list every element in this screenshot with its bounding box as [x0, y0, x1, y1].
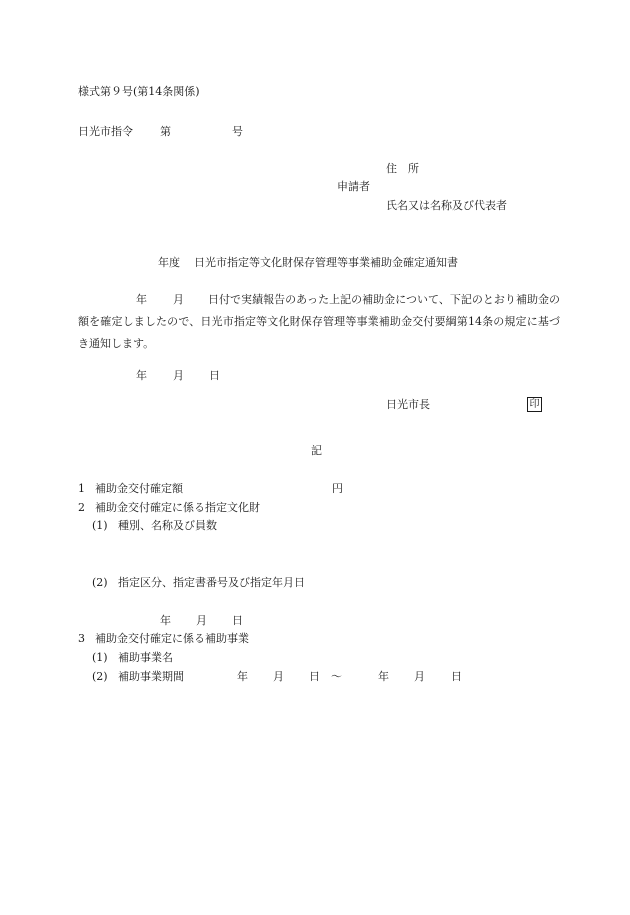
item1-number: 1	[78, 482, 85, 495]
date-day: 日	[209, 369, 220, 382]
period-start-day: 日	[309, 670, 320, 683]
address-label: 住 所	[386, 162, 419, 175]
item3-sub2-number: (2)	[92, 670, 108, 683]
period-end-month: 月	[414, 670, 425, 683]
item2-date-day: 日	[232, 614, 243, 627]
period-tilde: ～	[331, 670, 342, 683]
ki-heading: 記	[311, 444, 322, 457]
period-end-year: 年	[378, 670, 389, 683]
item2-sub2-number: (2)	[92, 576, 108, 589]
body-year: 年	[136, 293, 147, 306]
date-month: 月	[173, 369, 184, 382]
item2-sub1-label: 種別、名称及び員数	[118, 519, 217, 532]
item3-sub2-label: 補助事業期間	[118, 670, 184, 683]
period-start-year: 年	[237, 670, 248, 683]
item2-label: 補助金交付確定に係る指定文化財	[95, 501, 260, 514]
body-text: 日付で実績報告のあった上記の補助金について、下記のとおり補助金の額を確定しましたので、日光市指定等文化財保存管理等事業補助金交付要綱第14条の規定に基づき通知します。	[78, 293, 560, 350]
document-title: 日光市指定等文化財保存管理等事業補助金確定通知書	[194, 256, 458, 269]
reference-dai: 第	[160, 125, 171, 138]
reference-prefix: 日光市指令	[78, 125, 133, 138]
reference-go: 号	[232, 125, 243, 138]
period-end-day: 日	[451, 670, 462, 683]
item1-unit: 円	[332, 482, 343, 495]
seal-mark: 印	[527, 397, 542, 412]
title-nendo: 年度	[158, 256, 180, 269]
body-month: 月	[173, 293, 184, 306]
form-number: 様式第９号(第14条関係)	[78, 85, 200, 98]
item2-sub1-number: (1)	[92, 519, 108, 532]
name-label: 氏名又は名称及び代表者	[386, 199, 507, 212]
item1-label: 補助金交付確定額	[95, 482, 183, 495]
mayor-label: 日光市長	[386, 398, 430, 411]
item2-sub2-label: 指定区分、指定書番号及び指定年月日	[118, 576, 305, 589]
item3-number: 3	[78, 632, 85, 645]
applicant-label: 申請者	[337, 180, 370, 193]
item3-label: 補助金交付確定に係る補助事業	[95, 632, 249, 645]
period-start-month: 月	[273, 670, 284, 683]
item3-sub1-number: (1)	[92, 651, 108, 664]
item2-date-month: 月	[196, 614, 207, 627]
item2-date-year: 年	[160, 614, 171, 627]
item3-sub1-label: 補助事業名	[118, 651, 173, 664]
date-year: 年	[136, 369, 147, 382]
item2-number: 2	[78, 501, 85, 514]
